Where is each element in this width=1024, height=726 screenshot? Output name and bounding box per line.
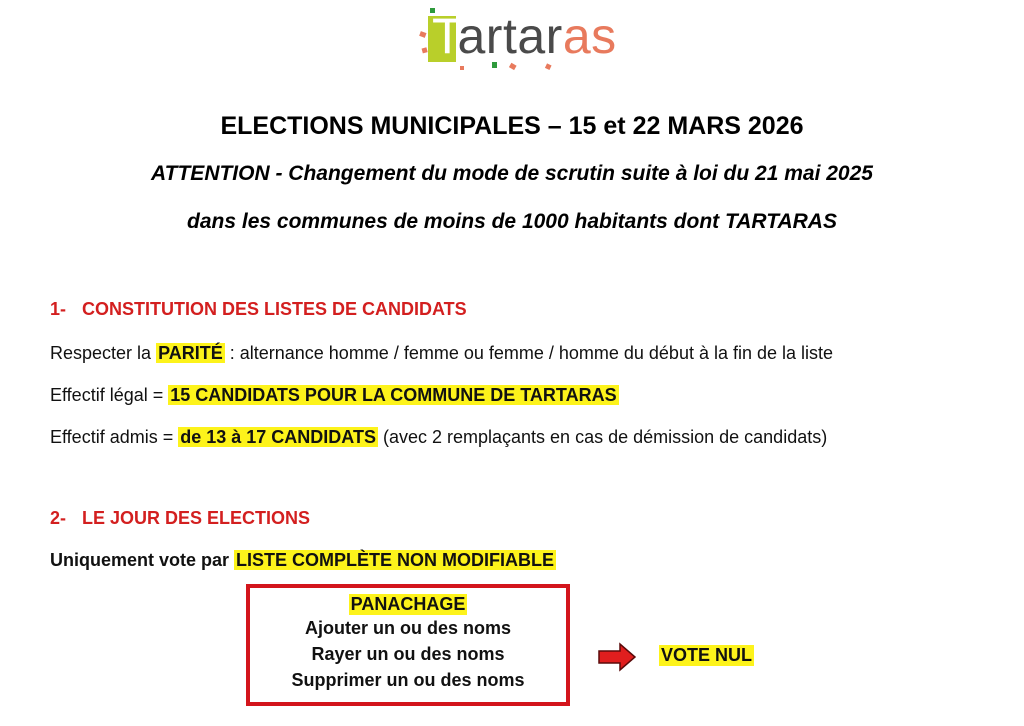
section1-number: 1- <box>50 299 67 319</box>
admitted-count-post: (avec 2 remplaçants en cas de démission de candidats) <box>377 427 828 447</box>
vote-list-line <box>50 550 556 571</box>
tartaras-logo <box>414 4 624 76</box>
panachage-box <box>246 584 570 706</box>
legal-count-highlight: 15 CANDIDATS POUR LA COMMUNE DE TARTARAS <box>170 385 617 405</box>
vote-list-pre: Uniquement vote par <box>50 550 235 570</box>
page-title: ELECTIONS MUNICIPALES – 15 et 22 MARS 2026 <box>220 112 804 140</box>
vote-list-highlight: LISTE COMPLÈTE NON MODIFIABLE <box>236 550 555 570</box>
logo-ending: as <box>562 8 617 64</box>
arrow-right-icon <box>598 642 636 672</box>
panachage-title: PANACHAGE <box>350 594 466 614</box>
logo-middle: artar <box>457 8 563 64</box>
section1-title: CONSTITUTION DES LISTES DE CANDIDATS <box>82 299 467 319</box>
parity-highlight: PARITÉ <box>158 343 223 363</box>
parity-post: : alternance homme / femme ou femme / homme du début à la fin de la liste <box>224 343 834 363</box>
admitted-count-highlight: de 13 à 17 CANDIDATS <box>180 427 376 447</box>
subtitle-attention: ATTENTION - Changement du mode de scrutin suite à loi du 21 mai 2025 <box>151 162 873 185</box>
legal-count-pre: Effectif légal = <box>50 385 169 405</box>
section1-heading <box>50 299 467 320</box>
admitted-count-line <box>50 427 827 448</box>
section2-heading <box>50 508 310 529</box>
parity-line <box>50 343 833 364</box>
section2-number: 2- <box>50 508 67 528</box>
admitted-count-pre: Effectif admis = <box>50 427 179 447</box>
panachage-item: Supprimer un ou des noms <box>291 670 525 690</box>
section2-title: LE JOUR DES ELECTIONS <box>82 508 311 528</box>
vote-nul-label: VOTE NUL <box>661 645 753 665</box>
parity-pre: Respecter la <box>50 343 157 363</box>
panachage-item: Ajouter un ou des noms <box>304 618 511 638</box>
logo-letter-t: T <box>432 8 458 64</box>
panachage-item: Rayer un ou des noms <box>311 644 505 664</box>
subtitle-communes: dans les communes de moins de 1000 habitants dont TARTARAS <box>187 210 837 233</box>
logo-wordmark <box>432 6 617 66</box>
legal-count-line <box>50 385 619 406</box>
